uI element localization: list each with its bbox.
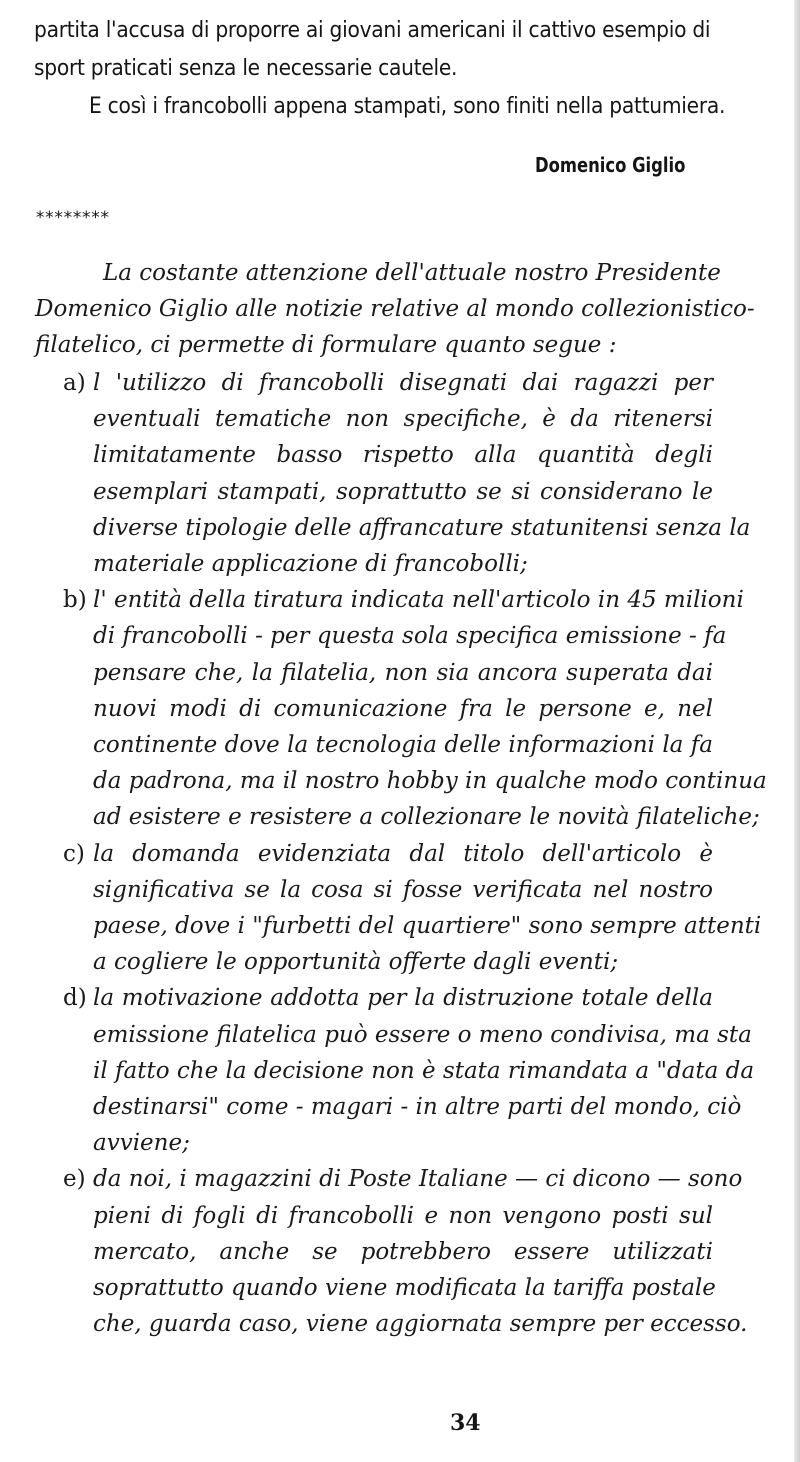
list-item-line: emissione filatelica può essere o meno condivisa, ma sta	[93, 1021, 752, 1048]
author-signature: Domenico Giglio	[535, 153, 686, 177]
list-item-line: materiale applicazione di francobolli;	[93, 551, 528, 577]
list-item-line: mercato, anche se potrebbero essere utilizzati	[93, 1238, 713, 1265]
list-item-line: esemplari stampati, soprattutto se si considerano le	[93, 478, 713, 505]
list-item-line: continente dove la tecnologia delle informazioni la fa	[93, 732, 713, 758]
list-item-line: pieni di fogli di francobolli e non vengono posti sul	[93, 1202, 713, 1229]
list-item-line: paese, dove i "furbetti del quartiere" sono sempre attenti	[93, 913, 762, 939]
list-item-line: l 'utilizzo di francobolli disegnati dai ragazzi per	[93, 370, 713, 396]
intro-line-1: partita l'accusa di proporre ai giovani americani il cattivo esempio di	[34, 18, 711, 43]
list-item-line: destinarsi" come - magari - in altre parti del mondo, ciò	[93, 1094, 742, 1120]
list-item-line: pensare che, la filatelia, non sia ancora superata dai	[93, 659, 713, 686]
list-item-marker: e)	[63, 1166, 86, 1193]
page-edge-shadow	[794, 0, 800, 1462]
paragraph-line-3: filatelico, ci permette di formulare quanto segue :	[35, 332, 617, 358]
list-item-line: diverse tipologie delle affrancature statunitensi senza la	[93, 514, 751, 541]
list-item-marker: a)	[63, 370, 86, 396]
list-item-line: da padrona, ma il nostro hobby in qualche modo continua	[93, 768, 767, 795]
section-separator: ********	[35, 208, 109, 228]
list-item-line: eventuali tematiche non specifiche, è da ritenersi	[93, 406, 713, 433]
list-item-line: la domanda evidenziata dal titolo dell'articolo è	[93, 840, 713, 867]
list-item-line: soprattutto quando viene modificata la tariffa postale	[93, 1275, 716, 1301]
list-item-line: nuovi modi di comunicazione fra le persone e, nel	[93, 695, 713, 722]
list-item-line: che, guarda caso, viene aggiornata sempre per eccesso.	[93, 1311, 748, 1338]
page-number: 34	[450, 1410, 481, 1436]
list-item-line: limitatamente basso rispetto alla quantità degli	[93, 442, 713, 469]
list-item-line: la motivazione addotta per la distruzione totale della	[93, 985, 713, 1012]
paragraph-line-2: Domenico Giglio alle notizie relative al mondo collezionistico-	[35, 296, 755, 322]
list-item-line: da noi, i magazzini di Poste Italiane — ci dicono — sono	[93, 1166, 743, 1193]
list-item-line: di francobolli - per questa sola specifica emissione - fa	[93, 623, 727, 650]
list-item-marker: d)	[63, 985, 87, 1012]
list-item-line: a cogliere le opportunità offerte dagli eventi;	[93, 949, 619, 976]
list-item-marker: b)	[63, 587, 87, 614]
list-item-line: l' entità della tiratura indicata nell'articolo in 45 milioni	[93, 587, 744, 614]
list-item-line: il fatto che la decisione non è stata rimandata a "data da	[93, 1057, 755, 1084]
intro-line-2: sport praticati senza le necessarie cautele.	[34, 56, 458, 81]
list-item-marker: c)	[63, 840, 85, 867]
paragraph-line-1: La costante attenzione dell'attuale nostro Presidente	[103, 260, 721, 286]
list-item-line: significativa se la cosa si fosse verificata nel nostro	[93, 876, 713, 903]
list-item-line: ad esistere e resistere a collezionare le novità filateliche;	[93, 804, 760, 831]
list-item-line: avviene;	[93, 1130, 190, 1157]
intro-line-3: E così i francobolli appena stampati, sono finiti nella pattumiera.	[89, 94, 726, 119]
